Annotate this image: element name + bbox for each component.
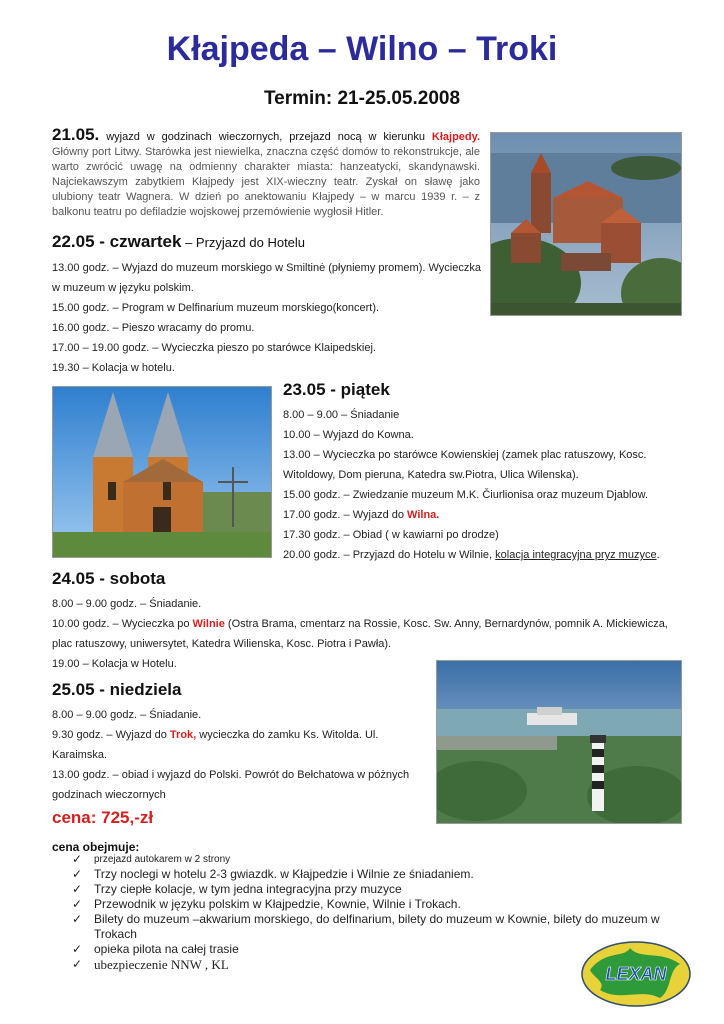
day24-line-text: (Ostra Brama, cmentarz na Rossie, Kosc. Sw. Anny, Bernardynów, pomnik A. Mickiewicza, [224,618,668,630]
day23-line-text: 20.00 godz. – Przyjazd do Hotelu w Wilnie, [283,549,496,561]
day23-heading: 23.05 - piątek [283,380,390,399]
price: cena: 725,-zł [52,808,154,827]
check-icon: ✓ [72,867,83,881]
globe-logo-icon [580,940,692,1008]
day22-line: 16.00 godz. – Pieszo wracamy do promu. [52,322,255,334]
day25-line [52,725,409,745]
day25-line-text: 9.30 godz. – Wyjazd do [52,729,170,741]
day25-line: 8.00 – 9.00 godz. – Śniadanie. [52,709,202,721]
list-item-text: Trzy noclegi w hotelu 2-3 gwiazdk. w Kłajpedzie i Wilnie ze śniadaniem. [94,867,474,881]
check-icon: ✓ [72,912,83,926]
trok-city: Trok, [169,729,197,741]
day25-line: godzinach wieczornych [52,789,166,801]
day23-line: 15.00 godz. – Zwiedzanie muzeum M.K. Čiurlionisa oraz muzeum Djablow. [283,489,648,501]
day23-line-text: 17.00 godz. – Wyjazd do [283,509,408,521]
church-photo [52,386,272,558]
logo-text: LEXAN [605,964,667,984]
check-icon: ✓ [72,897,83,911]
list-item-text: Bilety do muzeum –akwarium morskiego, do delfinarium, bilety do muzeum w Kownie, bilety do muzeum w Trokach [94,912,660,941]
wilno-city: Wilna. [407,509,440,521]
list-item-text: przejazd autokarem w 2 strony [94,854,231,865]
list-item-text: Przewodnik w języku polskim w Kłajpedzie, Kownie, Wilnie i Trokach. [94,897,461,911]
day23-line: 10.00 – Wyjazd do Kowna. [283,429,414,441]
day22-line: 17.00 – 19.00 godz. – Wycieczka pieszo po starówce Klaipedskiej. [52,342,376,354]
day23-line-end: . [656,549,660,561]
list-item [72,867,692,882]
list-item-text: Trzy ciepłe kolacje, w tym jedna integracyjna przy muzyce [94,882,402,896]
day24-line: plac ratuszowy, uniwersytet, Katedra Wilienska, Kosc. Piotra i Pawła). [52,638,392,650]
day22-line: 13.00 godz. – Wyjazd do muzeum morskiego w Smiltinė (płyniemy promem). Wycieczka [52,262,481,274]
day21-date: 21.05. [52,125,100,144]
seaport-photo [436,660,682,824]
trakai-castle-photo [490,132,682,316]
day22-line: 19.30 – Kolacja w hotelu. [52,362,175,374]
seaport-illustration [437,661,681,823]
day24-line: 19.00 – Kolacja w Hotelu. [52,658,177,670]
page-title: Kłajpeda – Wilno – Troki [166,30,558,68]
day23-schedule [283,405,660,565]
day23-line [283,505,660,525]
day21-description [52,127,480,220]
day24-line-text: 10.00 godz. – Wycieczka po [52,618,193,630]
castle-illustration [491,133,681,315]
lexan-logo [580,940,692,1008]
list-item [72,852,692,867]
day21-city: Kłajpedy. [431,131,480,143]
day25-line: 13.00 godz. – obiad i wyjazd do Polski. Powrót do Bełchatowa w póżnych [52,769,410,781]
day23-line: 13.00 – Wycieczka po starówce Kowienskiej (zamek plac ratuszowy, Kosc. [283,449,647,461]
day25-heading: 25.05 - niedziela [52,680,182,699]
list-item [72,912,674,942]
integration-dinner-link: kolacja integracyjna pryz muzyce [495,549,657,561]
list-item-text: ubezpieczenie NNW , KL [94,957,229,972]
day23-line: 17.30 godz. – Obiad ( w kawiarni po drodze) [283,529,499,541]
day23-line: Witoldowy, Dom pieruna, Katedra sw.Piotra, Ulica Wilenska). [283,469,579,481]
church-illustration [53,387,271,557]
list-item [72,882,692,897]
check-icon: ✓ [72,852,83,866]
list-item [72,897,692,912]
check-icon: ✓ [72,882,83,896]
day24-heading: 24.05 - sobota [52,569,166,588]
check-icon: ✓ [72,942,83,956]
day21-lead: wyjazd w godzinach wieczornych, przejazd nocą w kierunku [99,131,432,143]
trip-dates: Termin: 21-25.05.2008 [263,88,461,109]
price-includes-heading: cena obejmuje: [52,840,140,854]
day23-line [283,545,660,565]
day22-title: 22.05 - czwartek [52,232,182,251]
day22-heading [52,232,305,252]
check-icon: ✓ [72,957,83,971]
day22-line: w muzeum w języku polskim. [52,282,194,294]
day22-line: 15.00 godz. – Program w Delfinarium muzeum morskiego(koncert). [52,302,380,314]
day22-subtitle: – Przyjazd do Hotelu [181,235,306,250]
day25-line-text: wycieczka do zamku Ks. Witolda. Ul. [196,729,379,741]
day24-line: 8.00 – 9.00 godz. – Śniadanie. [52,598,202,610]
day21-text: Główny port Litwy. Starówka jest niewielka, znaczna część domów to rekonstrukcje, ale warto zwrócić uwagę na odmienny charakter miasta: hanzeatycki, skandynawski. Najciekawszym zabytkiem Kłajpedy jest XIX-wieczny teatr. Zyskał on sławę jako ulubiony teatr Wagnera. W dzień po anektowaniu Kłajpedy – w marcu 1939 r. – z balkonu teatru po defiladzie wojskowej przemówienie wygłosił Hitler. [52,146,480,218]
wilnie-city: Wilnie [192,618,225,630]
day25-schedule [52,705,409,805]
day24-line [52,614,668,634]
list-item-text: opieka pilota na całej trasie [94,942,239,956]
day25-line: Karaimska. [52,749,108,761]
day22-schedule [52,258,481,378]
day23-line: 8.00 – 9.00 – Śniadanie [283,409,400,421]
